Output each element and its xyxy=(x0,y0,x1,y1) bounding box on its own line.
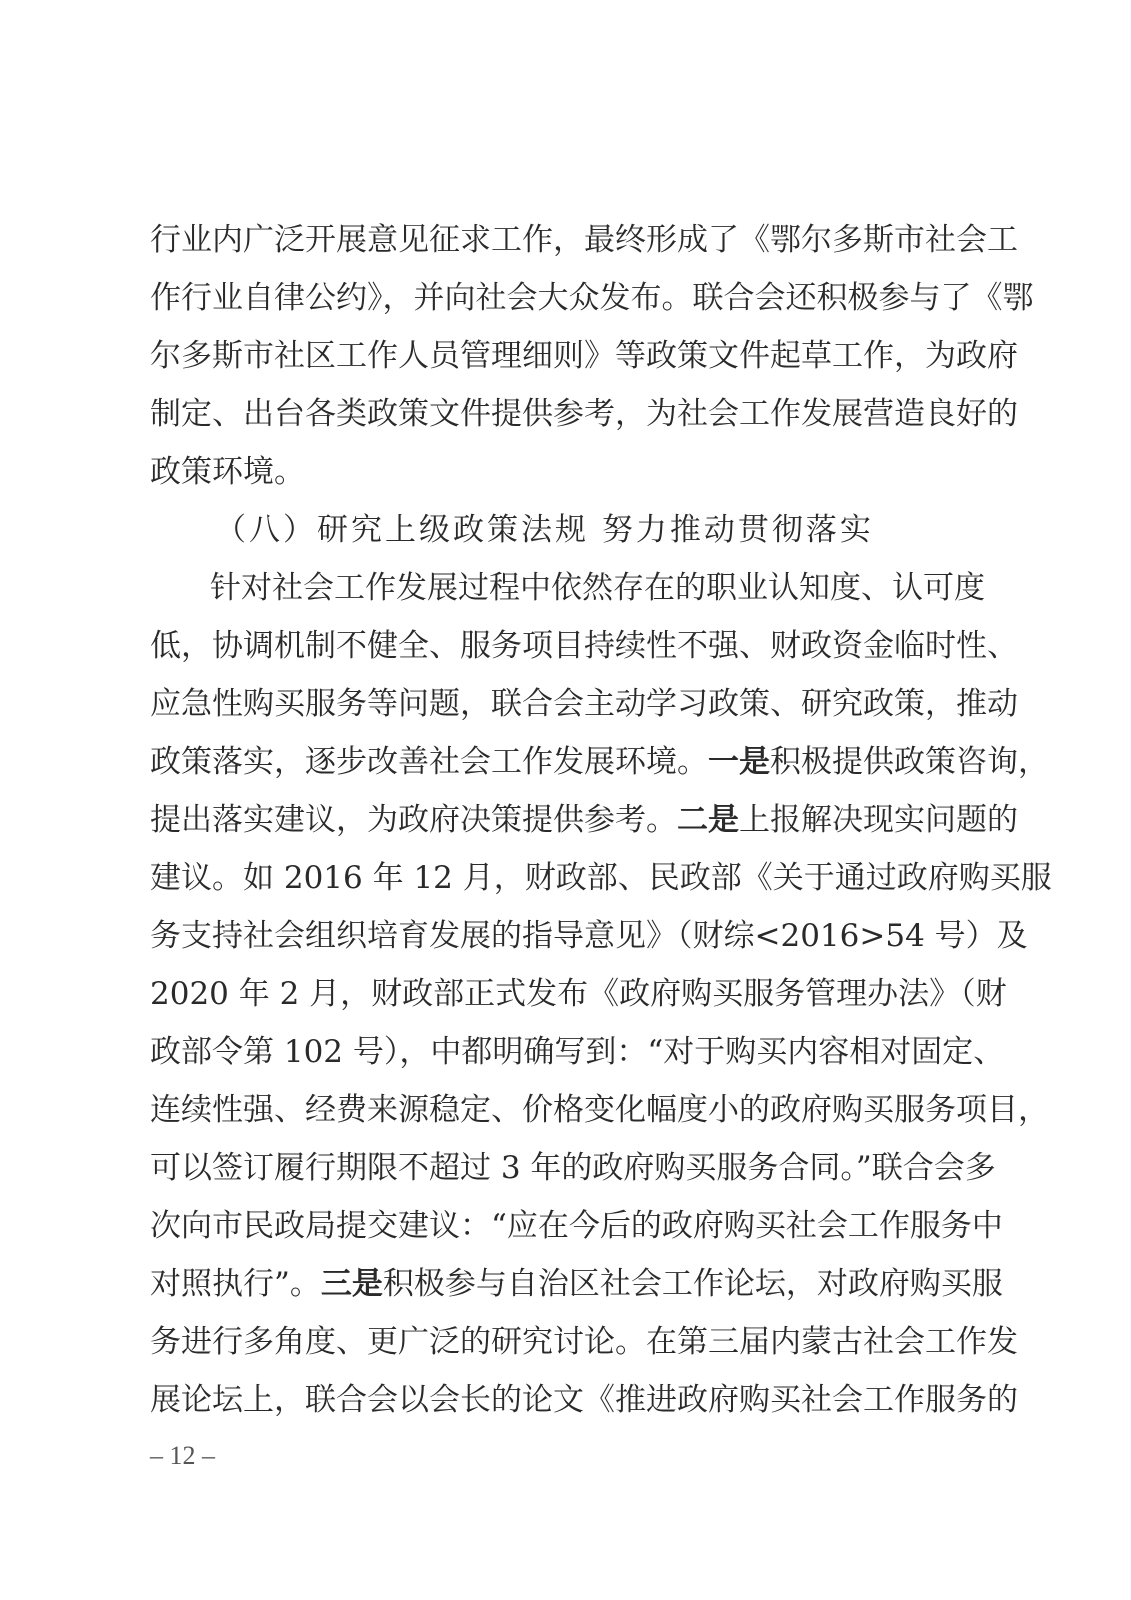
paragraph-line xyxy=(150,1264,1003,1304)
paragraph-line: 作行业自律公约》，并向社会大众发布。联合会还积极参与了《鄂 xyxy=(150,280,1034,316)
paragraph-line xyxy=(150,742,1049,782)
paragraph-line: 可以签订履行期限不超过 3 年的政府购买服务合同。”联合会多 xyxy=(150,1150,996,1186)
text-span: 积极参与自治区社会工作论坛，对政府购买服 xyxy=(382,1266,1003,1302)
emphasis-text: 一是 xyxy=(708,744,770,780)
emphasis-text: 三是 xyxy=(320,1266,383,1302)
text-span: 提出落实建议，为政府决策提供参考。 xyxy=(150,802,677,838)
paragraph-line: 制定、出台各类政策文件提供参考，为社会工作发展营造良好的 xyxy=(150,396,1018,432)
paragraph-line: 2020 年 2 月，财政部正式发布《政府购买服务管理办法》（财 xyxy=(150,976,1007,1012)
paragraph-line xyxy=(150,800,1018,840)
paragraph-line: 政策环境。 xyxy=(150,454,305,490)
section-heading: （八）研究上级政策法规 努力推动贯彻落实 xyxy=(215,512,874,548)
paragraph-line: 应急性购买服务等问题，联合会主动学习政策、研究政策，推动 xyxy=(150,686,1018,722)
paragraph-line: 低，协调机制不健全、服务项目持续性不强、财政资金临时性、 xyxy=(150,628,1018,664)
paragraph-line: 务支持社会组织培育发展的指导意见》（财综<2016>54 号）及 xyxy=(150,918,1028,954)
text-span: 上报解决现实问题的 xyxy=(739,802,1018,838)
paragraph-line: 尔多斯市社区工作人员管理细则》等政策文件起草工作，为政府 xyxy=(150,338,1018,374)
paragraph-line: 连续性强、经费来源稳定、价格变化幅度小的政府购买服务项目， xyxy=(150,1092,1049,1128)
paragraph-line: 针对社会工作发展过程中依然存在的职业认知度、认可度 xyxy=(210,570,985,606)
text-span: 政策落实，逐步改善社会工作发展环境。 xyxy=(150,744,708,780)
text-span: 对照执行”。 xyxy=(150,1266,321,1302)
page-number: – 12 – xyxy=(150,1441,215,1470)
paragraph-line: 展论坛上，联合会以会长的论文《推进政府购买社会工作服务的 xyxy=(150,1382,1018,1418)
paragraph-line: 政部令第 102 号），中都明确写到：“对于购买内容相对固定、 xyxy=(150,1034,1005,1070)
paragraph-line: 建议。如 2016 年 12 月，财政部、民政部《关于通过政府购买服 xyxy=(150,860,1052,896)
paragraph-line: 次向市民政局提交建议：“应在今后的政府购买社会工作服务中 xyxy=(150,1208,1003,1244)
paragraph-line: 务进行多角度、更广泛的研究讨论。在第三届内蒙古社会工作发 xyxy=(150,1324,1018,1360)
emphasis-text: 二是 xyxy=(677,802,739,838)
paragraph-line: 行业内广泛开展意见征求工作，最终形成了《鄂尔多斯市社会工 xyxy=(150,222,1018,258)
text-span: 积极提供政策咨询， xyxy=(770,744,1049,780)
